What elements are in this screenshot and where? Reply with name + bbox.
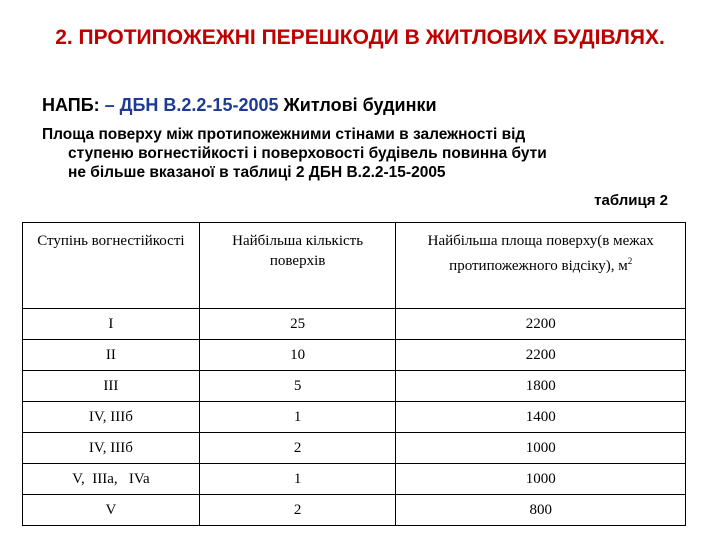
- table-row: [23, 433, 686, 464]
- cell-degree: III: [23, 371, 200, 402]
- paragraph-line-3: не більше вказаної в таблиці 2 ДБН В.2.2-15-2005: [68, 164, 446, 181]
- cell-area: 2200: [396, 340, 686, 371]
- napb-code: – ДБН В.2.2-15-2005: [99, 95, 279, 115]
- header-max-area-text: Найбільша площа поверху(в межах протипожежного відсіку), м: [427, 233, 654, 274]
- paragraph-line-1: Площа поверху між протипожежними стінами в залежності від: [42, 126, 526, 143]
- table-row: [23, 371, 686, 402]
- cell-area: 1000: [396, 433, 686, 464]
- cell-degree: V, IIIa, IVa: [23, 464, 200, 495]
- napb-suffix: Житлові будинки: [278, 95, 437, 115]
- cell-area: 2200: [396, 309, 686, 340]
- page-title: 2. ПРОТИПОЖЕЖНІ ПЕРЕШКОДИ В ЖИТЛОВИХ БУДІВЛЯХ.: [55, 26, 665, 49]
- cell-degree: V: [23, 495, 200, 526]
- table-row: [23, 495, 686, 526]
- table-row: [23, 464, 686, 495]
- fire-area-table: [22, 222, 686, 526]
- cell-floors: 25: [199, 309, 396, 340]
- cell-floors: 2: [199, 495, 396, 526]
- cell-floors: 5: [199, 371, 396, 402]
- cell-degree: I: [23, 309, 200, 340]
- table-row: [23, 340, 686, 371]
- napb-prefix: НАПБ:: [42, 95, 100, 115]
- description-paragraph: [42, 125, 672, 182]
- cell-floors: 1: [199, 464, 396, 495]
- cell-degree: IV, IIIб: [23, 402, 200, 433]
- cell-floors: 1: [199, 402, 396, 433]
- table-header-row: [23, 223, 686, 309]
- cell-area: 1400: [396, 402, 686, 433]
- napb-line: [42, 95, 437, 116]
- cell-degree: IV, IIIб: [23, 433, 200, 464]
- header-max-area: [396, 223, 686, 309]
- cell-area: 1000: [396, 464, 686, 495]
- cell-area: 1800: [396, 371, 686, 402]
- header-fire-resistance: Ступінь вогнестійкості: [23, 223, 200, 309]
- paragraph-line-2: ступеню вогнестійкості і поверховості будівель повинна бути: [68, 145, 547, 162]
- header-max-area-sup: 2: [627, 256, 633, 266]
- table-row: [23, 309, 686, 340]
- cell-floors: 2: [199, 433, 396, 464]
- cell-degree: II: [23, 340, 200, 371]
- cell-floors: 10: [199, 340, 396, 371]
- header-max-floors: Найбільша кількість поверхів: [199, 223, 396, 309]
- cell-area: 800: [396, 495, 686, 526]
- table-row: [23, 402, 686, 433]
- table-label: таблиця 2: [594, 192, 668, 209]
